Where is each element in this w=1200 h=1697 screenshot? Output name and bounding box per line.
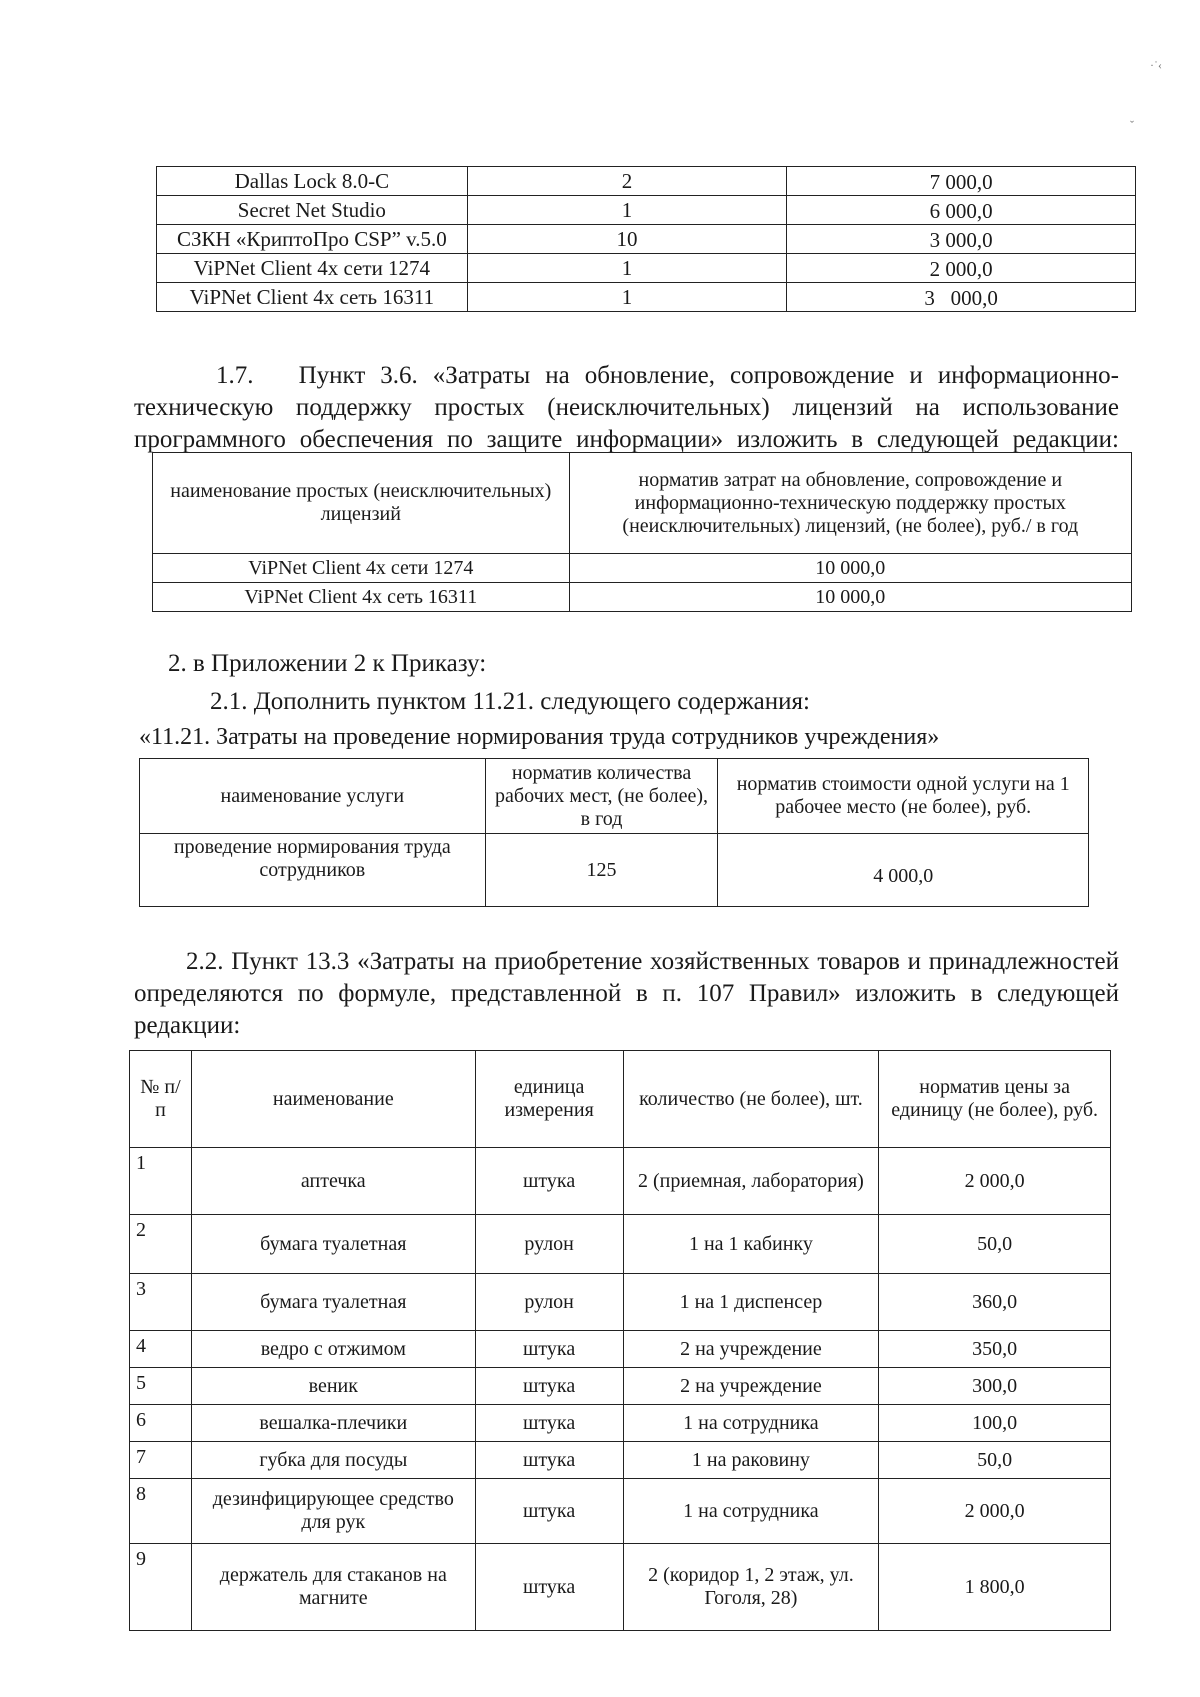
- license-quantity: 1: [467, 254, 787, 283]
- table-row: [157, 283, 1136, 312]
- table-row: [157, 254, 1136, 283]
- item-quantity: 2 (приемная, лаборатория): [623, 1148, 879, 1215]
- item-name: ведро с отжимом: [191, 1331, 475, 1368]
- section-2-1: 2.1. Дополнить пунктом 11.21. следующего содержания:: [210, 688, 810, 715]
- row-number: 5: [130, 1368, 192, 1405]
- item-price: 100,0: [879, 1405, 1111, 1442]
- quote-11-21: «11.21. Затраты на проведение нормирования труда сотрудников учреждения»: [139, 724, 940, 750]
- support-price: 10 000,0: [569, 583, 1131, 612]
- table-row: [130, 1331, 1111, 1368]
- item-price: 1 800,0: [879, 1544, 1111, 1631]
- license-name: ViPNet Client 4x сети 1274: [153, 554, 570, 583]
- license-name: Secret Net Studio: [157, 196, 468, 225]
- table-header-row: [153, 453, 1132, 554]
- item-quantity: 2 на учреждение: [623, 1331, 879, 1368]
- row-number: 8: [130, 1479, 192, 1544]
- section-2-2: [134, 946, 1119, 1042]
- item-name: дезинфицирующее средство для рук: [191, 1479, 475, 1544]
- item-name: губка для посуды: [191, 1442, 475, 1479]
- item-price: 50,0: [879, 1215, 1111, 1274]
- section-1-7: [134, 360, 1119, 456]
- item-name: держатель для стаканов на магните: [191, 1544, 475, 1631]
- header-unit-price: норматив цены за единицу (не более), руб.: [879, 1051, 1111, 1148]
- license-price: 2 000,0: [787, 254, 1136, 283]
- service-name: проведение нормирования труда сотрудников: [140, 834, 486, 907]
- license-quantity: 10: [467, 225, 787, 254]
- item-quantity: 2 (коридор 1, 2 этаж, ул. Гоголя, 28): [623, 1544, 879, 1631]
- header-service-price: норматив стоимости одной услуги на 1 рабочее место (не более), руб.: [718, 759, 1089, 834]
- labor-table: [139, 758, 1089, 907]
- goods-table: [129, 1050, 1111, 1631]
- item-price: 300,0: [879, 1368, 1111, 1405]
- item-unit: рулон: [475, 1215, 623, 1274]
- item-quantity: 1 на сотрудника: [623, 1405, 879, 1442]
- item-unit: штука: [475, 1368, 623, 1405]
- header-item-name: наименование: [191, 1051, 475, 1148]
- table-header-row: [140, 759, 1089, 834]
- table-row: [130, 1148, 1111, 1215]
- item-price: 2 000,0: [879, 1148, 1111, 1215]
- table-row: [153, 554, 1132, 583]
- item-name: бумага туалетная: [191, 1215, 475, 1274]
- item-quantity: 1 на 1 диспенсер: [623, 1274, 879, 1331]
- item-name: вешалка-плечики: [191, 1405, 475, 1442]
- item-price: 350,0: [879, 1331, 1111, 1368]
- item-price: 50,0: [879, 1442, 1111, 1479]
- table-row: [130, 1442, 1111, 1479]
- table-row: [157, 167, 1136, 196]
- row-number: 6: [130, 1405, 192, 1442]
- header-license-name: наименование простых (неисключительных) лицензий: [153, 453, 570, 554]
- license-table: [156, 166, 1136, 312]
- license-name: ViPNet Client 4x сеть 16311: [157, 283, 468, 312]
- item-quantity: 2 на учреждение: [623, 1368, 879, 1405]
- support-table: [152, 452, 1132, 612]
- item-quantity: 1 на 1 кабинку: [623, 1215, 879, 1274]
- support-price: 10 000,0: [569, 554, 1131, 583]
- section-2-2-text: 2.2. Пункт 13.3 «Затраты на приобретение хозяйственных товаров и принадлежностей определяются по формуле, представленной в п. 107 Правил» изложить в следующей редакции:: [134, 948, 1119, 1039]
- row-number: 2: [130, 1215, 192, 1274]
- service-price: 4 000,0: [718, 834, 1089, 907]
- license-quantity: 1: [467, 283, 787, 312]
- item-name: веник: [191, 1368, 475, 1405]
- section-1-7-text: Пункт 3.6. «Затраты на обновление, сопровождение и информационно-техническую поддержку простых (неисключительных) лицензий на использование программного обеспечения по защите информации» изложить в следующей редакции:: [134, 362, 1119, 453]
- row-number: 3: [130, 1274, 192, 1331]
- item-quantity: 1 на раковину: [623, 1442, 879, 1479]
- license-price: 7 000,0: [787, 167, 1136, 196]
- table-row: [157, 225, 1136, 254]
- table-row: [130, 1479, 1111, 1544]
- header-support-norm: норматив затрат на обновление, сопровождение и информационно-техническую поддержку простых (неисключительных) лицензий, (не более), руб./ в год: [569, 453, 1131, 554]
- table-header-row: [130, 1051, 1111, 1148]
- license-quantity: 1: [467, 196, 787, 225]
- table-row: [140, 834, 1089, 907]
- header-quantity: количество (не более), шт.: [623, 1051, 879, 1148]
- header-workplaces: норматив количества рабочих мест, (не более), в год: [485, 759, 718, 834]
- section-2-heading: 2. в Приложении 2 к Приказу:: [168, 650, 487, 677]
- item-name: бумага туалетная: [191, 1274, 475, 1331]
- section-number: 1.7.: [216, 362, 254, 389]
- item-name: аптечка: [191, 1148, 475, 1215]
- item-price: 2 000,0: [879, 1479, 1111, 1544]
- item-unit: штука: [475, 1148, 623, 1215]
- license-price: 3 000,0: [787, 283, 1136, 312]
- license-name: Dallas Lock 8.0-С: [157, 167, 468, 196]
- row-number: 1: [130, 1148, 192, 1215]
- license-price: 6 000,0: [787, 196, 1136, 225]
- table-row: [130, 1405, 1111, 1442]
- item-unit: штука: [475, 1442, 623, 1479]
- table-row: [130, 1544, 1111, 1631]
- row-number: 9: [130, 1544, 192, 1631]
- workplaces-count: 125: [485, 834, 718, 907]
- license-quantity: 2: [467, 167, 787, 196]
- table-row: [130, 1274, 1111, 1331]
- license-name: СЗКН «КриптоПро CSP” v.5.0: [157, 225, 468, 254]
- header-unit: единица измерения: [475, 1051, 623, 1148]
- scan-artifact-mark: ˇ: [1130, 118, 1134, 132]
- license-price: 3 000,0: [787, 225, 1136, 254]
- item-price: 360,0: [879, 1274, 1111, 1331]
- item-unit: штука: [475, 1405, 623, 1442]
- license-name: ViPNet Client 4x сети 1274: [157, 254, 468, 283]
- table-row: [130, 1215, 1111, 1274]
- row-number: 7: [130, 1442, 192, 1479]
- item-unit: штука: [475, 1479, 623, 1544]
- item-unit: штука: [475, 1331, 623, 1368]
- table-row: [130, 1368, 1111, 1405]
- table-row: [157, 196, 1136, 225]
- item-unit: штука: [475, 1544, 623, 1631]
- item-quantity: 1 на сотрудника: [623, 1479, 879, 1544]
- item-unit: рулон: [475, 1274, 623, 1331]
- scan-artifact-mark: ·˙‹: [1150, 58, 1162, 72]
- license-name: ViPNet Client 4x сеть 16311: [153, 583, 570, 612]
- header-number: № п/п: [130, 1051, 192, 1148]
- table-row: [153, 583, 1132, 612]
- header-service-name: наименование услуги: [140, 759, 486, 834]
- row-number: 4: [130, 1331, 192, 1368]
